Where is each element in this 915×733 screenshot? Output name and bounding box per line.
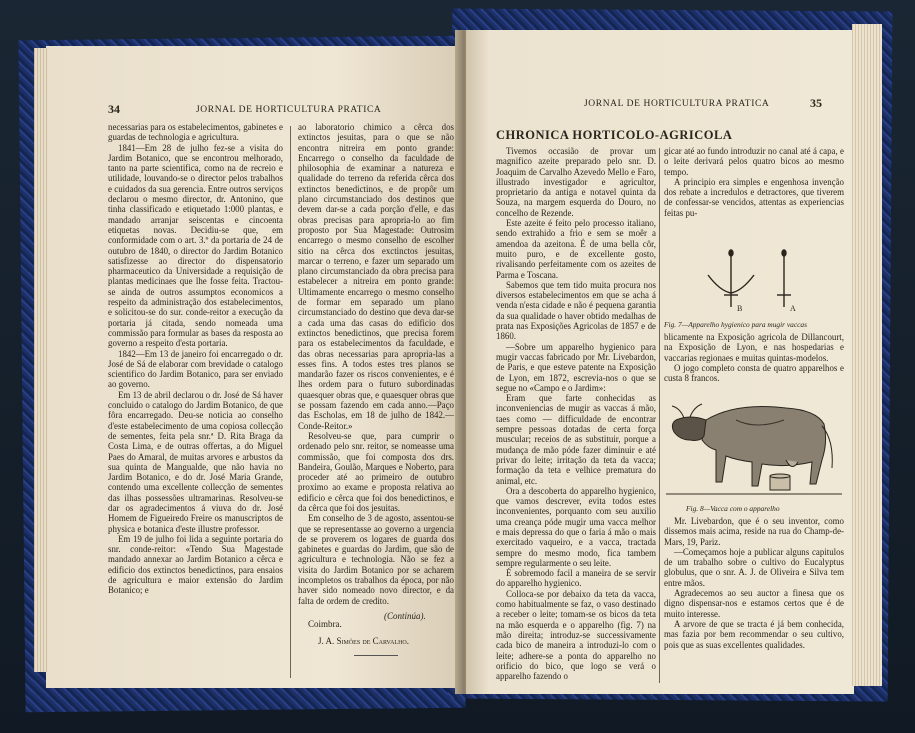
right-col1-para-2: Este azeite é feito pelo processo italiano, sendo extrahido a frio e sem se moêr a amendoa da azeitona. É de uma bella côr, muito puro, e de excellente gosto, rivalisando perfeitamente com os azeites de Parma e Toscana. [496, 218, 656, 280]
continua: (Continúa). [384, 611, 426, 621]
left-page-number: 34 [108, 102, 120, 116]
page-edges-right [852, 24, 882, 686]
left-column-1 [108, 122, 283, 682]
right-col2-bottom-para-2: —Começamos hoje a publicar alguns capitulos de um trabalho sobre o cultivo do Eucalyptus globulus, que o snr. A. J. de Oliveira e Silva tem entre mãos. [664, 546, 844, 588]
right-page [466, 30, 854, 694]
right-col2-mid-para-2: O jogo completo consta de quatro apparelhos e custa 8 francos. [664, 362, 844, 384]
column-divider [290, 126, 291, 678]
right-col2-bottom-para-1: Mr. Livebardon, que é o seu inventor, como dissemos mais acima, reside na rua do Champ-de-Mars, 19, Pariz. [664, 516, 844, 547]
author-signature: J. A. Simões de Carvalho. [318, 636, 410, 646]
figure-8-cow [666, 390, 842, 502]
right-col2-bottom-para-3: Agradecemos ao seu auctor a finesa que os digno dispensar-nos e estamos certos que é de muito interesse. [664, 588, 844, 619]
left-col2-para-1: ao laboratorio chimico a cêrca dos extinctos jesuitas, para o que se não encontra nitreira em ponto grande: Encarrego o conselho da faculdade de philosophia de examinar a natureza e qualidade do terreno da referida cêrca dos extinctos benedictinos, e de propôr um plano circumstanciado dos destinos que devem dar-se a cada porção d'elle, e das obras precisas para apropria-lo ao fim proposto por Sua Magestade: Outrosim encarrego o mesmo conselho de escolher sitio na cêrca dos exctinctos jesuitas, marcar o terreno, e fazer um separado um plano circumstanciado da obra precisa para estabelecer a nitreira em ponto grande: Ultimamente encarrego o mesmo conselho de formar em separado um plano circumstanciado do destino que deva dar-se a cada uma das casas do edificio dos extinctos benedictinos, que precisa forem para os estabelecimentos da faculdade, e das obras necessarias para apropria-las a esses fins. A todos estes tres planos se mandarão fazer os riscos convenientes, e é lhes ordem para o futuro subordinadas quaesquer obras que, e quaesquer obras que se possam fazendo em cada anno.—Paço das Escholas, em 18 de julho de 1842.—Conde-Reitor.» [298, 122, 454, 431]
right-col1-para-8: Colloca-se por debaixo da teta da vacca, como habitualmente se faz, o vaso destinado a receber o leite; tomam-se os bicos da teta na mão esquerda e o apparelho (fig. 7) na mão direita; introduz-se successivamente cada bico de maneira a introduzi-lo com o leite; adhere-se a ponta do apparelho no orificio do bico, que logo se verá o apparelho fazendo o [496, 588, 656, 682]
end-rule [354, 655, 398, 656]
figure-7-label-b: B [737, 304, 743, 313]
right-running-head: JORNAL DE HORTICULTURA PRATICA [584, 99, 770, 109]
place: Coimbra. [308, 619, 342, 629]
left-col1-para-5: Em 19 de julho foi lida a seguinte portaria do snr. conde-reitor: «Tendo Sua Magestade mandado annexar ao Jardim Botanico a cêrca e edificio dos extinctos benedictinos, para ensaios de agricultura e maior extensão do Jardim Botanico; e [108, 533, 283, 596]
milking-tube-a [777, 250, 791, 307]
cow-illustration [672, 404, 832, 486]
right-column-2-mid [664, 332, 844, 390]
right-col1-para-1: Tivemos occasião de provar um magnifico azeite preparado pelo snr. D. Joaquim de Carvalho Azevedo Mello e Faro, illustrado investigador e agricultor, proprietario da antiga e notavel quinta da Souza, na margem esquerda do Douro, no concelho de Rezende. [496, 146, 656, 218]
right-col1-para-7: É sobremodo facil a maneira de se servir do apparelho hygienico. [496, 568, 656, 589]
left-running-head: JORNAL DE HORTICULTURA PRATICA [196, 105, 382, 115]
right-col1-para-3: Sabemos que tem tido muita procura nos diversos estabelecimentos em que se acha á venda n'esta cidade e não é pequena garantia da sua qualidade o haver obtido medalhas de prata nas Exposições Agricolas de 1857 e de 1860. [496, 279, 656, 342]
left-column-2 [298, 122, 454, 612]
left-col1-para-2: 1841—Em 28 de julho fez-se a visita do Jardim Botanico, que se encontrou melhorado, tanto na parte scientifica, como na de recreio e utilidade, louvando-se o director pelos trabalhos e cuidados da sua gerencia. Entre outros serviços declarou o mesmo director, dr. Antonino, que tinha classificado e etiquetado 1:000 plantas, e mandado arranjar seiscentas e cincoenta etiquetas novas. Decidiu-se que, em conformidade com o art. 3.º da portaria de 24 de outubro de 1840, o director do Jardim Botanico satisfizesse ao director do dispensatorio pharmaceutico da Universidade a requisição de plantas medicinaes que lhe fosse feita. Tractou-se ainda de outros assumptos economicos a respeito da administração dos estabelecimentos, e solicitou-se do sur. conde-reitor a execução da portaria já citada, sendo nomeada uma commissão para formular as bases da resposta ao governo a respeito d'esta portaria. [108, 142, 283, 349]
right-col1-para-5: Eram que farte conhecidas as inconveniencias de mugir as vaccas á mão, taes como — difficuldade de encontrar sempre pessoas dotadas de certa força muscular; receios de as substituir, porque a mudança de mão póde fazer diminuir e até privar do leite; irritação da teta da vacca; formação da teta e velhice prematura do animal, etc. [496, 393, 656, 486]
right-col2-mid-para-1: blicamente na Exposição agricola de Dillancourt, na Exposição de Lyon, e nas hospedarias e vaccarias regionaes e muitas quintas-modelos. [664, 332, 844, 363]
right-col1-para-4: —Sobre um apparelho hygienico para mugir vaccas fabricado por Mr. Livebardon, de Paris, e que esteve patente na Exposição de Lyon, em 1872, escrevia-nos o que se segue no «Campo e o Jardim»: [496, 341, 656, 393]
right-col2-top-para-1: gicar até ao fundo introduzir no canal até á capa, e o leite derivará pelos quatro bicos ao mesmo tempo. [664, 146, 844, 177]
figure-7-label-a: A [790, 304, 796, 313]
right-col2-bottom-para-4: A arvore de que se tracta é já bem conhecida, mas fazia por bem recommendar o seu cultivo, pois que as suas excellentes qualidades. [664, 618, 844, 650]
figure-7-caption: Fig. 7—Apparelho hygienico para mugir vaccas [664, 320, 807, 329]
right-column-1 [496, 146, 656, 691]
section-title: CHRONICA HORTICOLO-AGRICOLA [496, 128, 733, 142]
milking-tube-b [708, 250, 754, 307]
left-col1-para-4: Em 13 de abril declarou o dr. José de Sá haver concluido o catalogo do Jardim Botanico, de que fôra encarregado. Deu-se noticia ao conselho d'este estabelecimento de uma copiosa collecção de sementes, feita pela snr.ª D. Rita Braga da Costa Lima, e de outras offertas, a do Miguel Paes do Amaral, de muitas arvores e arbustos da sua quinta de Mangualde, que não havia no Jardim Botanico, e do dr. José Maria Grande, contendo uma excellente collecção de sementes das ilhas possessões ultramarinas. Resolveu-se dar os agradecimentos á viuva do dr. José Homem de Figueiredo Freire os manuscriptos de physica e botanica d'este illustre professor. [108, 389, 283, 534]
left-col1-para-1: necessarias para os estabelecimentos, gabinetes e guardas de technologia e agricultura. [108, 122, 283, 143]
right-column-divider [659, 148, 660, 683]
figure-8-caption: Fig. 8—Vacca com o apparelho [686, 504, 780, 513]
right-col1-para-6: Ora a descoberta do apparelho hygienico, que vamos descrever, evita todos estes inconvenientes, porquanto com seu auxilio uma creança póde mugir uma vacca melhor e mais depressa do que o faria á mão o mais exercitado vaqueiro, e a vacca, tractada sempre do mesmo modo, fica tambem sempre regularmente o seu leite. [496, 485, 656, 568]
right-column-2-top [664, 146, 844, 238]
left-col2-para-3: Em conselho de 3 de agosto, assentou-se que se representasse ao governo a urgencia de se proverem os logares de guarda dos gabinetes e guardas do Jardim, que são de agricultura e technologia. Não se fez a visita do Jardim Botanico por se acharem incompletos os trabalhos da época, por não haver sido nomeado novo director, e da falta de ordem de credito. [298, 513, 454, 606]
left-col2-para-2: Resolveu-se que, para cumprir o ordenado pelo snr. reitor, se nomeasse uma commissão, que foi composta dos drs. Bandeira, Goulão, Marques e Noberto, para proceder até ao primeiro de outubro proximo ao exame e proposta relativa ao edificio e cêrca que foi dos benedictinos, e da cêrca que foi dos jesuitas. [298, 430, 454, 513]
left-col1-para-3: 1842—Em 13 de janeiro foi encarregado o dr. José de Sá de elaborar com brevidade o catalogo scientifico do Jardim Botanico, para ser enviado ao governo. [108, 348, 283, 390]
right-page-number: 35 [810, 96, 822, 110]
page-edges-left [34, 48, 48, 672]
milk-bucket [770, 474, 790, 490]
figure-7-milking-tubes [696, 245, 816, 317]
left-page [46, 46, 461, 688]
right-col2-top-para-2: A principio era simples e engenhosa invenção dos rebate a incredulos e detractores, que tiverem de confessar-se vencidos, attentas as experiencias feitas pu- [664, 176, 844, 218]
right-column-2-bottom [664, 516, 844, 686]
